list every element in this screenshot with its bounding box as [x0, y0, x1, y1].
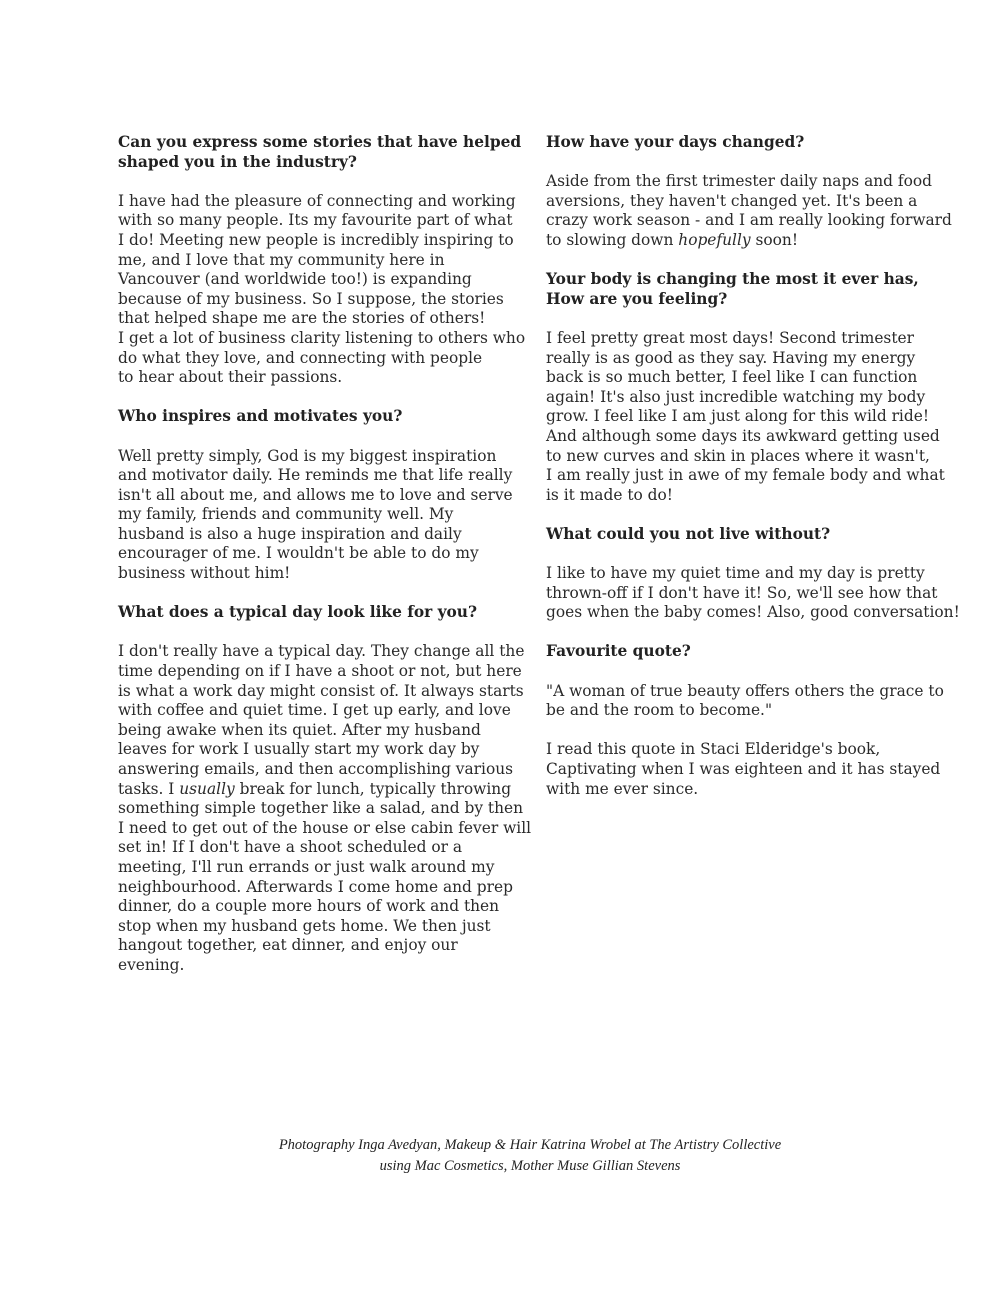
question-heading: Your body is changing the most it ever has, How are you feeling?: [546, 270, 919, 308]
answer-paragraph: I feel pretty great most days! Second trimester really is as good as they say. Having my energy back is so much better, I feel like I can function again! It's also just incredible watching my body grow. I feel like I am just along for this wild ride! And although some days its awkward getting used to new curves and skin in places where it wasn't, I am really just in awe of my female body and what is it made to do!: [546, 328, 945, 504]
qa-block-body-changing: [546, 270, 946, 505]
italic-emphasis-line: to slowing down hopefully soon!: [546, 230, 798, 249]
question-heading: Favourite quote?: [546, 642, 691, 661]
question-heading: What does a typical day look like for you?: [118, 603, 478, 622]
question-heading: Can you express some stories that have helped shaped you in the industry?: [118, 133, 522, 171]
qa-block-stories: [118, 133, 526, 388]
answer-paragraph: I like to have my quiet time and my day is pretty thrown-off if I don't have it! So, we'll see how that goes when the baby comes! Also, good conversation!: [546, 564, 960, 622]
qa-block-inspiration: [118, 407, 520, 583]
qa-block-days-changed: [546, 133, 952, 251]
question-heading: How have your days changed?: [546, 133, 805, 151]
question-heading: What could you not live without?: [546, 524, 831, 543]
question-heading: Who inspires and motivates you?: [118, 407, 403, 426]
right-column: [546, 133, 960, 799]
left-column: [118, 133, 532, 976]
qa-block-live-without: [546, 524, 960, 623]
answer-paragraph: I don't really have a typical day. They change all the time depending on if I have a shoot or not, but here is what a work day might consist of. It always starts with coffee and quiet time. I get up early, and love being awake when its quiet. After my husband leaves for work I usually start my work day by answering emails, and then accomplishing various tasks. I usually break for lunch, typically throwing something simple together like a salad, and by then I need to get out of the house or else cabin fever will set in! If I don't have a shoot scheduled or a meeting, I'll run errands or just walk around my neighbourhood. Afterwards I come home and prep dinner, do a couple more hours of work and then stop when my husband gets home. We then just hangout together, eat dinner, and enjoy our evening.: [118, 642, 532, 974]
qa-block-favourite-quote: [546, 642, 946, 799]
photo-credits: Photography Inga Avedyan, Makeup & Hair Katrina Wrobel at The Artistry Collective using Mac Cosmetics, Mother Muse Gillian Stevens: [278, 1137, 782, 1174]
italic-emphasis-line: tasks. I usually break for lunch, typically throwing: [118, 779, 512, 798]
answer-paragraph: Well pretty simply, God is my biggest inspiration and motivator daily. He reminds me that life really isn't all about me, and allows me to love and serve my family, friends and community well. My husband is also a huge inspiration and daily encourager of me. I wouldn't be able to do my business without him!: [118, 446, 513, 583]
qa-block-typical-day: [118, 603, 532, 975]
answer-paragraph: I read this quote in Staci Elderidge's book, Captivating when I was eighteen and it has stayed with me ever since.: [546, 740, 941, 798]
quote-paragraph: "A woman of true beauty offers others the grace to be and the room to become.": [546, 681, 944, 720]
answer-paragraph: I have had the pleasure of connecting and working with so many people. Its my favourite part of what I do! Meeting new people is incredibly inspiring to me, and I love that my community here in Vancouver (and worldwide too!) is expanding because of my business. So I suppose, the stories that helped shape me are the stories of others! I get a lot of business clarity listening to others who do what they love, and connecting with people to hear about their passions.: [118, 191, 526, 387]
answer-paragraph: Aside from the first trimester daily naps and food aversions, they haven't changed yet. It's been a crazy work season - and I am really looking forward to slowing down hopefully soon!: [546, 172, 952, 249]
